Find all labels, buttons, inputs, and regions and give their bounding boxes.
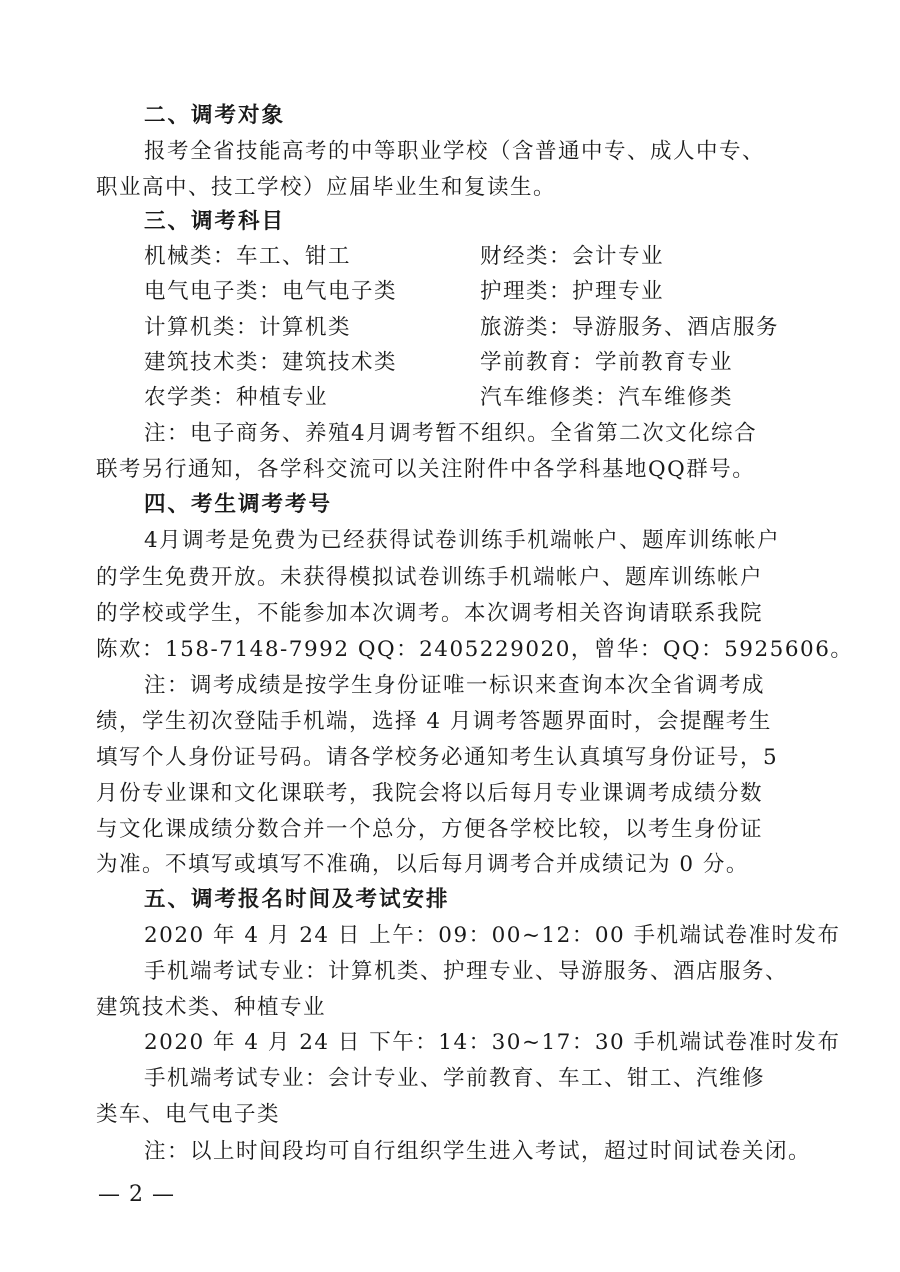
section-heading: 二、调考对象 [144, 103, 286, 128]
schedule-line: 手机端考试专业：会计专业、学前教育、车工、钳工、汽维修 [144, 1066, 766, 1091]
subject-row [144, 345, 824, 381]
schedule-line: 2020 年 4 月 24 日 下午：14：30~17：30 手机端试卷准时发布 [144, 1030, 841, 1055]
subject-right: 汽车维修类：汽车维修类 [480, 385, 734, 410]
schedule-line: 类车、电气电子类 [96, 1102, 281, 1127]
subject-row [144, 380, 824, 416]
paragraph-line: 的学校或学生，不能参加本次调考。本次调考相关咨询请联系我院 [96, 601, 764, 626]
subject-row [144, 310, 824, 346]
section-heading: 五、调考报名时间及考试安排 [144, 887, 450, 912]
note-line: 填写个人身份证号码。请各学校务必通知考生认真填写身份证号，5 [96, 745, 779, 770]
contact-line: 陈欢：158-7148-7992 QQ：2405229020，曾华：QQ：5925606。 [96, 637, 854, 662]
section-heading: 四、考生调考考号 [144, 492, 333, 517]
subject-left: 建筑技术类：建筑技术类 [144, 350, 398, 375]
subject-right: 旅游类：导游服务、酒店服务 [480, 315, 780, 340]
note-line: 注：以上时间段均可自行组织学生进入考试，超过时间试卷关闭。 [144, 1139, 812, 1164]
subject-left: 机械类：车工、钳工 [144, 244, 352, 269]
paragraph-line: 4月调考是免费为已经获得试卷训练手机端帐户、题库训练帐户 [144, 528, 781, 553]
paragraph-line: 的学生免费开放。未获得模拟试卷训练手机端帐户、题库训练帐户 [96, 565, 764, 590]
subject-right: 学前教育：学前教育专业 [480, 350, 734, 375]
note-line: 与文化课成绩分数合并一个总分，方便各学校比较，以考生身份证 [96, 817, 764, 842]
note-line: 为准。不填写或填写不准确，以后每月调考合并成绩记为 0 分。 [96, 852, 749, 877]
schedule-line: 建筑技术类、种植专业 [96, 995, 327, 1020]
section-heading: 三、调考科目 [144, 209, 286, 234]
paragraph-line: 报考全省技能高考的中等职业学校（含普通中专、成人中专、 [144, 139, 766, 164]
note-line: 注：电子商务、养殖4月调考暂不组织。全省第二次文化综合 [144, 421, 758, 446]
subject-left: 计算机类：计算机类 [144, 315, 352, 340]
schedule-line: 2020 年 4 月 24 日 上午：09：00~12：00 手机端试卷准时发布 [144, 923, 841, 948]
schedule-line: 手机端考试专业：计算机类、护理专业、导游服务、酒店服务、 [144, 959, 789, 984]
subject-right: 护理类：护理专业 [480, 279, 665, 304]
note-line: 月份专业课和文化课联考，我院会将以后每月专业课调考成绩分数 [96, 781, 764, 806]
subject-left: 农学类：种植专业 [144, 385, 329, 410]
note-line: 注：调考成绩是按学生身份证唯一标识来查询本次全省调考成 [144, 673, 766, 698]
subject-right: 财经类：会计专业 [480, 244, 665, 269]
note-line: 绩，学生初次登陆手机端，选择 4 月调考答题界面时，会提醒考生 [96, 709, 772, 734]
subject-row [144, 274, 824, 310]
note-line: 联考另行通知，各学科交流可以关注附件中各学科基地QQ群号。 [96, 457, 756, 482]
paragraph-line: 职业高中、技工学校）应届毕业生和复读生。 [96, 175, 557, 200]
subject-row [144, 239, 824, 275]
subject-left: 电气电子类：电气电子类 [144, 279, 398, 304]
page-number: — 2 — [98, 1182, 175, 1207]
